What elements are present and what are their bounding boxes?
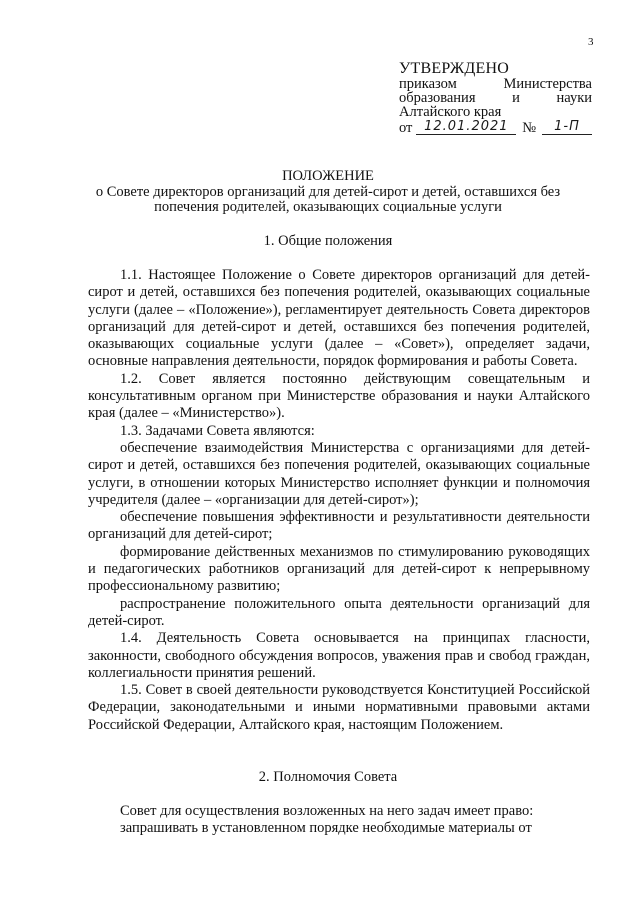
- paragraph: Совет для осуществления возложенных на него задач имеет право:: [120, 803, 534, 819]
- date-prefix: от: [399, 120, 413, 136]
- paragraph: 1.4. Деятельность Совета основывается на принципах гласности, законности, свободного обсуждения вопросов, уважения прав и свобод граждан, коллегиальности принятия решений.: [88, 630, 590, 681]
- paragraph: обеспечение взаимодействия Министерства с организациями для детей-сирот и детей, оставшихся без попечения родителей, оказывающих социальные услуги, в отношении которых Министерство исполняет функции и полномочия учредителя (далее – «организации для детей-сирот»);: [88, 439, 590, 508]
- approval-date-line: [399, 120, 592, 135]
- paragraph: 1.5. Совет в своей деятельности руководствуется Конституцией Российской Федерации, законодательными и иными нормативными правовыми актами Российской Федерации, Алтайского края, настоящим Положением.: [88, 682, 590, 733]
- approval-education-word: образования: [399, 90, 476, 106]
- title-line-1: о Совете директоров организаций для детей-сирот и детей, оставшихся без: [95, 183, 561, 200]
- title-line-2: попечения родителей, оказывающих социальные услуги: [154, 199, 502, 215]
- handwritten-number: 1-П: [542, 120, 592, 135]
- approval-heading: УТВЕРЖДЕНО: [399, 60, 510, 77]
- document-title: [60, 169, 596, 216]
- page-number: 3: [588, 36, 594, 48]
- paragraph: формирование действенных механизмов по стимулированию руководящих и педагогических работников организаций для детей-сирот к непрерывному профессиональному развитию;: [88, 543, 590, 595]
- approval-region: Алтайского края: [399, 104, 502, 120]
- approval-order-word: приказом: [399, 76, 457, 92]
- paragraph: распространение положительного опыта деятельности организаций для детей-сирот.: [88, 595, 590, 629]
- approval-line-1: [399, 77, 592, 91]
- title-heading: ПОЛОЖЕНИЕ: [282, 168, 374, 184]
- paragraph: запрашивать в установленном порядке необходимые материалы от: [120, 820, 532, 837]
- approval-line-2: [399, 91, 592, 105]
- section-2-heading: 2. Полномочия Совета: [258, 769, 398, 785]
- handwritten-date: 12.01.2021: [416, 120, 516, 135]
- paragraph: 1.1. Настоящее Положение о Совете директоров организаций для детей-сирот и детей, оставшихся без попечения родителей, оказывающих социальные услуги (далее – «Положение»), регламентирует деятельность Совета директоров организаций для детей-сирот и детей, оставшихся без попечения родителей, оказывающих социальные услуги (далее – «Совет»), определяет задачи, основные направления деятельности, порядок формирования и работы Совета.: [88, 267, 590, 370]
- paragraph: обеспечение повышения эффективности и результативности деятельности организаций для детей-сирот;: [88, 509, 590, 543]
- approval-stamp: [399, 60, 592, 135]
- paragraph: 1.3. Задачами Совета являются:: [120, 422, 315, 439]
- section-1-heading: 1. Общие положения: [263, 233, 393, 249]
- section-2-body: [88, 803, 590, 838]
- number-prefix: №: [522, 120, 537, 136]
- approval-ministry-word: Министерства: [503, 76, 592, 92]
- approval-and-word: и: [512, 90, 520, 106]
- section-1-body: [88, 267, 590, 734]
- paragraph: 1.2. Совет является постоянно действующим совещательным и консультативным органом при Министерстве образования и науки Алтайского края (далее – «Министерство»).: [88, 370, 590, 422]
- approval-science-word: науки: [556, 90, 592, 106]
